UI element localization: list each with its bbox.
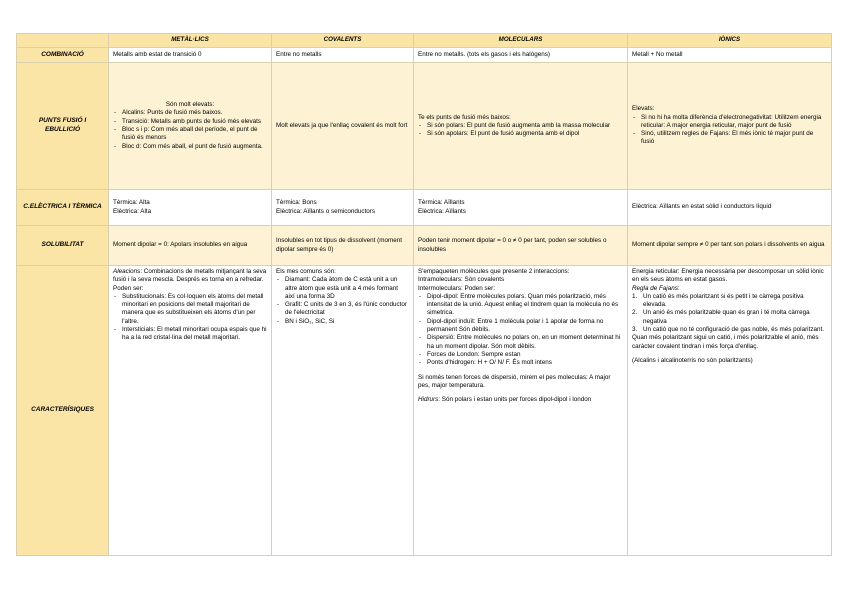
- caract-metallics: [109, 266, 272, 556]
- row-label-solubilitat: SOLUBILITAT: [17, 226, 109, 266]
- bond-types-table: [16, 33, 832, 556]
- list-item: - Dipol-dipol induït: Entre 1 molècula polar i 1 apolar de forma no permanent Són dèbils.: [418, 318, 623, 335]
- combinacio-moleculars: Entre no metalls. (tots els gasos i els halògens): [414, 48, 628, 63]
- list-item: 3. Un catió que no té configuració de gas noble, és més polaritzant.: [632, 326, 824, 334]
- list-item: - Si són apolars: El punt de fusió augmenta amb el dipol: [418, 130, 623, 138]
- row-electrica: [17, 190, 832, 226]
- row-label-caracteristiques: CARACTERÍSIQUES: [17, 266, 109, 556]
- electrica-covalents-line: Tèrmica: Bons: [276, 199, 317, 207]
- fusio-ionics: [628, 63, 832, 190]
- electrica-covalents: [272, 190, 414, 226]
- list-item: - BN i SiO₂, SiC, Si: [276, 318, 409, 326]
- electrica-ionics-line: Elèctrica: Aïllants en estat sòlid i conductors líquid: [632, 203, 772, 211]
- list-item: - Transició: Metalls amb punts de fusió més elevats: [113, 118, 267, 126]
- fusio-metallics-head: Són molt elevats:: [165, 101, 215, 109]
- caract-metallics-list: [113, 293, 267, 343]
- electrica-metallics: [109, 190, 272, 226]
- aleacions-term: Aleacions: [113, 268, 141, 275]
- row-label-electrica: C.ELÈCTRICA I TÈRMICA: [17, 190, 109, 226]
- electrica-ionics: [628, 190, 832, 226]
- caract-moleculars-list: [418, 293, 623, 368]
- fusio-ionics-head: Elevats:: [632, 105, 655, 113]
- solubilitat-ionics: Moment dipolar sempre ≠ 0 per tant son polars i dissolvents en aigua: [628, 226, 832, 266]
- fusio-ionics-list: [632, 114, 827, 147]
- fusio-metallics-list: [113, 109, 267, 150]
- header-row: [17, 34, 832, 48]
- caract-ionics: [628, 266, 832, 556]
- caract-covalents-head: Els mes comuns són:: [276, 268, 336, 275]
- electrica-metallics-line: Elèctrica: Alta: [113, 207, 152, 215]
- header-metallics: METÀL·LICS: [109, 34, 272, 48]
- list-item: - Dispersió: Entre molècules no polars on, en un moment determinat hi ha un moment dipolar. Són molt dèbils.: [418, 334, 623, 351]
- list-item: - Bloc s i p: Com més aball del període, el punt de fusió és menors: [113, 126, 267, 143]
- list-item: - Substitucionals: Es col·loquen els àtoms del metall minoritari en posicions del metall majoritari de manera que es substitueixen els àtoms d'un per l'altre.: [113, 293, 267, 326]
- electrica-covalents-line: Elèctrica: Aïllants o semiconductors: [276, 207, 376, 215]
- row-combinacio: [17, 48, 832, 63]
- solubilitat-moleculars: Poden tenir moment dipolar = 0 o ≠ 0 per tant, poden ser solubles o insolubles: [414, 226, 628, 266]
- header-corner: [17, 34, 109, 48]
- list-item: - Alcalins: Punts de fusió més baixos.: [113, 109, 267, 117]
- fusio-moleculars-list: [418, 122, 623, 139]
- list-item: - Intersticials: El metall minoritari ocupa espais que hi ha a la red cristal·lina del metall majoritari.: [113, 326, 267, 343]
- fusio-covalents: Molt elevats ja que l'enllaç covalent és molt fort: [272, 63, 414, 190]
- row-label-fusio: PUNTS FUSIÓ I EBULLICIÓ: [17, 63, 109, 190]
- solubilitat-covalents: Insolubles en tot tipus de dissolvent (moment dipolar sempre és 0): [272, 226, 414, 266]
- fajans-list: [632, 293, 827, 334]
- combinacio-ionics: Metall + No metall: [628, 48, 832, 63]
- combinacio-metallics: Metalls amb estat de transició 0: [109, 48, 272, 63]
- caract-moleculars-extra: Si només tenen forces de dispersió, mirem el pes moleculas: A major pes, major temperatura.: [418, 373, 611, 389]
- fusio-metallics: [109, 63, 272, 190]
- row-solubilitat: [17, 226, 832, 266]
- list-item: 1. Un catió és més polaritzant si és petit i te càrrega positiva elevada.: [632, 292, 804, 309]
- list-item: - Si són polars: El punt de fusió augmenta amb la massa molecular: [418, 122, 623, 130]
- row-fusio: [17, 63, 832, 190]
- caract-ionics-after: Quan més polaritzant sigui un catió, i més polaritzable el anió, més caràcter covalent tindran i més força d'enllaç.: [632, 334, 819, 350]
- list-item: - Dipol-dipol: Entre molècules polars. Quan més polarització, més intensitat de la unió. Aquest enllaç el tindrem quan la molècula no és simetrica.: [418, 293, 623, 318]
- comparison-table-wrapper: [16, 33, 831, 556]
- header-moleculars: MOLECULARS: [414, 34, 628, 48]
- caract-covalents-list: [276, 276, 409, 326]
- hidrurs-text: : Són polars i estan units per forces dipol-dipol i london: [438, 396, 592, 404]
- electrica-moleculars-line: Elèctrica: Aïllants: [418, 207, 466, 215]
- caract-ionics-intro: Energia reticular: Energia necessària per descomposar un sòlid iònic en els seus àtoms en estat gasos.: [632, 268, 824, 284]
- caract-covalents: [272, 266, 414, 556]
- caract-ionics-note: (Alcalins i alcalinoterris no són polaritzants): [632, 356, 753, 364]
- header-covalents: COVALENTS: [272, 34, 414, 48]
- list-item: 2. Un anió és més polaritzable quan és gran i té molta càrrega negativa: [632, 309, 810, 325]
- fajans-title: Regla de Fajans:: [632, 284, 680, 292]
- list-item: - Diamant: Cada àtom de C està unit a un altre àtom que està unit a 4 més formant així una forma 3D: [276, 276, 409, 301]
- solubilitat-metallics: Moment dipolar = 0: Apolars insolubles en aigua: [109, 226, 272, 266]
- list-item: - Sinó, utilitzem regles de Fajans: El més iònic té major punt de fusió: [632, 130, 827, 147]
- list-item: - Grafit: C units de 3 en 3, és l'únic conductor de l'electricitat: [276, 301, 409, 318]
- caract-moleculars-inter: Intermoleculars: Poden ser:: [418, 284, 495, 292]
- aleacions-text: : Combinacions de metalls mitjançant la seva fusió i la seva mescla. Després es torna en a refredar. Poden ser:: [113, 268, 267, 292]
- list-item: - Forces de London: Sempre estan: [418, 351, 623, 359]
- list-item: - Bloc d: Com més aball, el punt de fusió augmenta.: [113, 143, 267, 151]
- header-ionics: IÒNICS: [628, 34, 832, 48]
- list-item: - Ponts d'hidrogen: H + O/ N/ F. És molt intens: [418, 359, 623, 367]
- caract-metallics-intro: [113, 268, 267, 293]
- hidrurs-term: Hidrurs: [418, 396, 439, 404]
- fusio-moleculars: [414, 63, 628, 190]
- row-label-combinacio: COMBINACIÓ: [17, 48, 109, 63]
- caract-moleculars: [414, 266, 628, 556]
- list-item: - Si no hi ha molta diferència d'electronegativitat: Utilitzem energia reticular: A major energia reticular, major punt de fusió: [632, 114, 827, 131]
- fusio-moleculars-head: Te els punts de fusió més baixos:: [418, 113, 511, 121]
- caract-moleculars-intro: S'empaqueten molècules que presente 2 interaccions:: [418, 268, 570, 275]
- combinacio-covalents: Entre no metalls: [272, 48, 414, 63]
- electrica-moleculars: [414, 190, 628, 226]
- row-caracteristiques: [17, 266, 832, 556]
- electrica-metallics-line: Tèrmica: Alta: [113, 199, 150, 207]
- caract-moleculars-hidrurs: [418, 396, 623, 404]
- caract-moleculars-intra: Intramoleculars: Són covalents: [418, 276, 505, 284]
- electrica-moleculars-line: Tèrmica: Aïllants: [418, 199, 465, 207]
